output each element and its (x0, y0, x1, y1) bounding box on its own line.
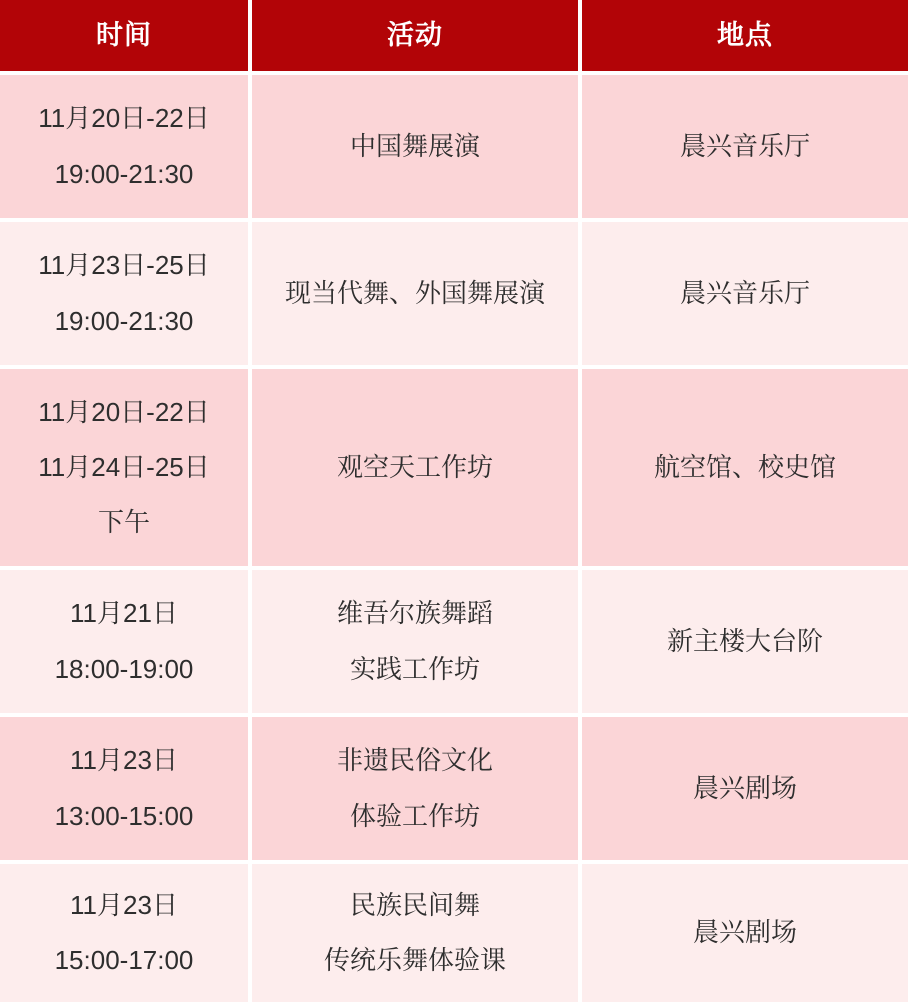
time-text: 19:00-21:30 (54, 158, 194, 189)
location-text: 新主楼大台阶 (666, 625, 823, 656)
header-label-activity: 活动 (387, 20, 443, 51)
time-text: 11月24日-25日 (38, 451, 210, 482)
time-text: 11月23日-25日 (38, 250, 210, 281)
row1-time-cell (0, 75, 248, 218)
activity-text: 观空天工作坊 (336, 451, 493, 482)
activity-text: 中国舞展演 (349, 130, 480, 161)
row6-time-cell (0, 864, 248, 1002)
activity-text: 现当代舞、外国舞展演 (284, 277, 545, 308)
header-label-time: 时间 (96, 20, 152, 51)
row1-location-cell (582, 75, 908, 218)
time-text: 15:00-17:00 (54, 945, 194, 975)
time-text: 11月20日-22日 (38, 396, 210, 427)
row2-time-cell (0, 222, 248, 365)
row4-activity-cell (252, 570, 578, 713)
header-cell-time (0, 0, 248, 71)
row4-time-cell (0, 570, 248, 713)
row4-location-cell (582, 570, 908, 713)
activity-text: 民族民间舞 (349, 889, 480, 920)
row2-activity-cell (252, 222, 578, 365)
row5-location-cell (582, 717, 908, 860)
time-text: 11月23日 (70, 745, 178, 776)
location-text: 晨兴剧场 (692, 772, 797, 803)
time-text: 11月21日 (70, 598, 178, 629)
row3-location-cell (582, 369, 908, 566)
location-text: 晨兴音乐厅 (679, 277, 810, 308)
time-text: 19:00-21:30 (54, 305, 194, 336)
row2-location-cell (582, 222, 908, 365)
location-text: 航空馆、校史馆 (653, 451, 836, 482)
location-text: 晨兴剧场 (692, 917, 797, 948)
time-text: 下午 (97, 507, 150, 538)
activity-text: 传统乐舞体验课 (323, 945, 506, 975)
location-text: 晨兴音乐厅 (679, 130, 810, 161)
time-text: 13:00-15:00 (54, 800, 194, 831)
row5-time-cell (0, 717, 248, 860)
header-cell-activity (252, 0, 578, 71)
row1-activity-cell (252, 75, 578, 218)
activity-text: 体验工作坊 (349, 800, 480, 831)
time-text: 11月23日 (70, 889, 178, 920)
row6-location-cell (582, 864, 908, 1002)
activity-text: 维吾尔族舞蹈 (336, 598, 493, 629)
header-label-location: 地点 (717, 20, 773, 51)
row6-activity-cell (252, 864, 578, 1002)
row3-time-cell (0, 369, 248, 566)
row5-activity-cell (252, 717, 578, 860)
header-cell-location (582, 0, 908, 71)
activity-text: 非遗民俗文化 (336, 745, 493, 776)
activity-text: 实践工作坊 (349, 653, 480, 684)
time-text: 11月20日-22日 (38, 103, 210, 134)
time-text: 18:00-19:00 (54, 653, 194, 684)
row3-activity-cell (252, 369, 578, 566)
